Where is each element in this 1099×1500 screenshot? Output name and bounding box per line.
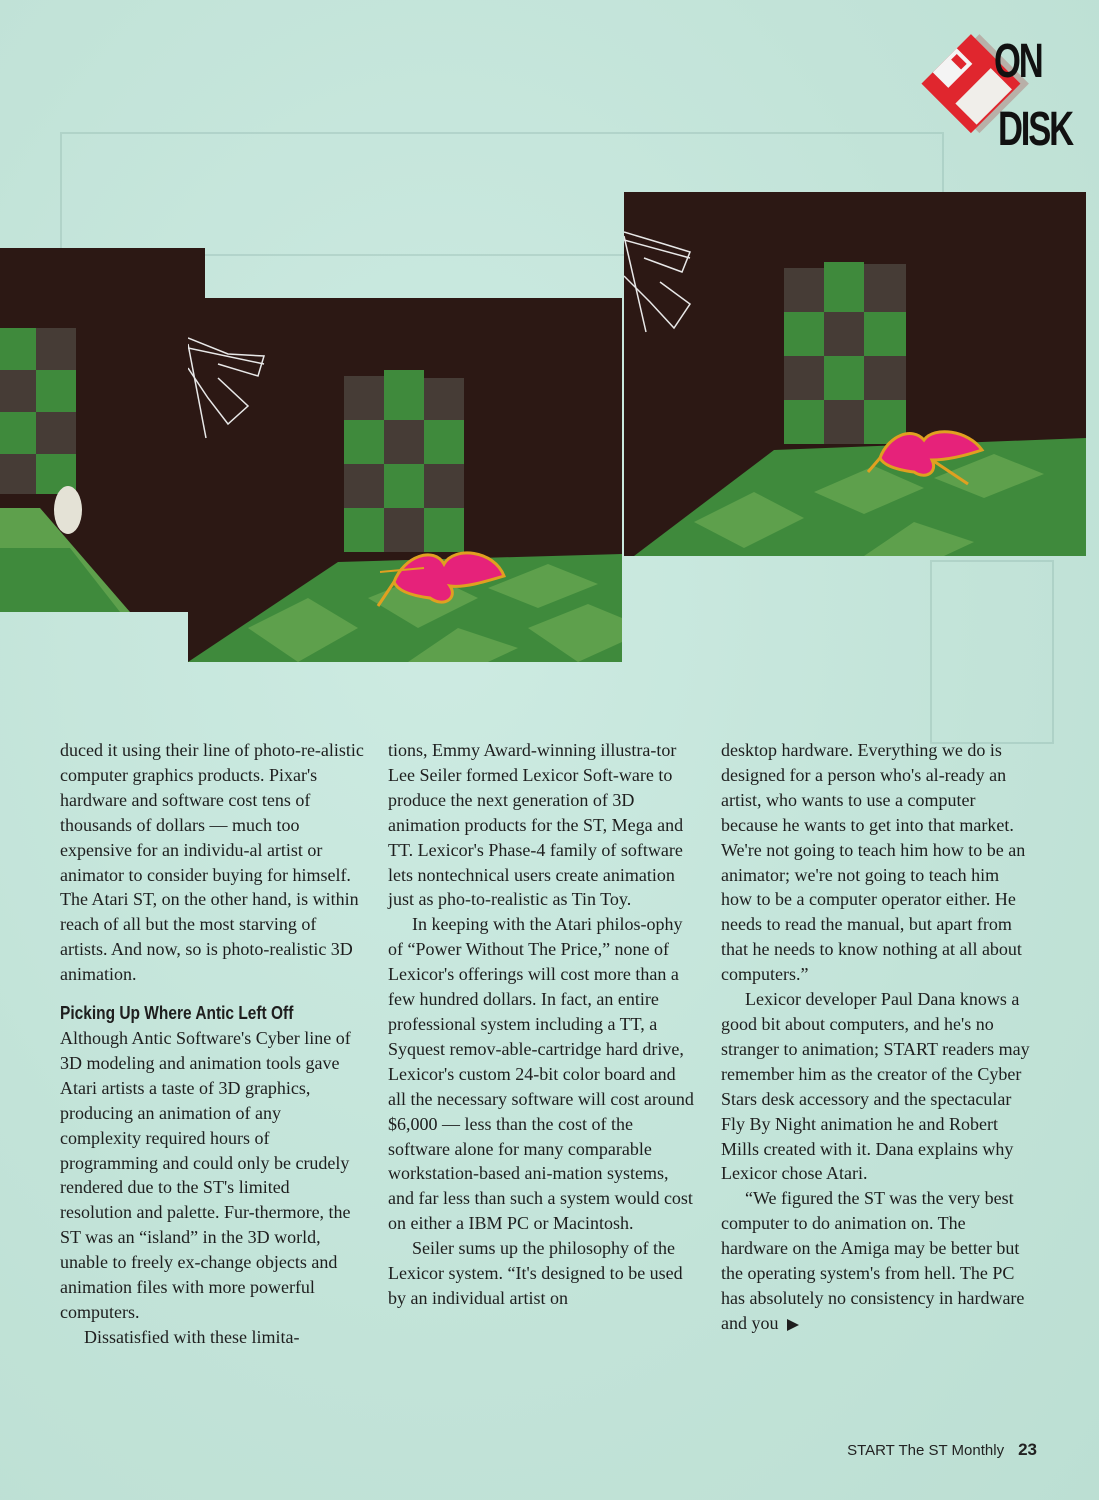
magazine-title: START The ST Monthly [847, 1442, 1005, 1459]
continue-arrow-icon [787, 1319, 799, 1331]
paragraph: desktop hardware. Everything we do is designed for a person who's al-ready an artist, who wants to use a computer because he wants to get into that market. We're not going to teach him how to be an animator; we're not going to teach him how to be a computer operator either. He needs to read the manual, but apart from that he needs to know nothing at all about computers.” [721, 740, 1026, 985]
checker-wall [784, 262, 906, 444]
show-through-box [930, 560, 1054, 744]
paragraph: tions, Emmy Award-winning illustra-tor Lee Seiler formed Lexicor Soft-ware to produce the next generation of 3D animation products for the ST, Mega and TT. Lexicor's Phase-4 family of software lets nontechnical users create animation just as pho-to-realistic as Tin Toy. [388, 740, 684, 910]
checker-wall [344, 370, 464, 552]
article-column-2 [388, 738, 698, 1311]
page-footer [847, 1440, 1037, 1460]
on-text: ON [994, 35, 1042, 88]
paragraph: Seiler sums up the philosophy of the Lexicor system. “It's designed to be used by an individual artist on [388, 1238, 683, 1308]
paragraph: Dissatisfied with these limita- [84, 1326, 300, 1347]
paragraph-text: “We figured the ST was the very best computer to do animation on. The hardware on the Amiga may be better but the operating system's from hell. The PC has absolutely no consistency in hardware and you [721, 1188, 1025, 1333]
paragraph-continued [721, 1186, 1031, 1335]
article-column-3 [721, 738, 1031, 1336]
animation-frame-middle [188, 298, 622, 662]
animation-frame-left [0, 248, 205, 612]
paragraph: Although Antic Software's Cyber line of 3D modeling and animation tools gave Atari artists a taste of 3D graphics, producing an animation of any complexity required hours of programming and could only be crudely rendered due to the ST's limited resolution and palette. Fur-thermore, the ST was an “island” in the 3D world, unable to freely ex-change objects and animation files with more powerful computers. [60, 1027, 351, 1322]
paragraph: Lexicor developer Paul Dana knows a good bit about computers, and he's no stranger to animation; START readers may remember him as the creator of the Cyber Stars desk accessory and the spectacular Fly By Night animation he and Robert Mills created with it. Dana explains why Lexicor chose Atari. [721, 989, 1030, 1184]
disk-text: DISK [998, 103, 1072, 156]
page-number: 23 [1018, 1440, 1037, 1459]
on-disk-badge [918, 18, 1072, 168]
section-heading: Picking Up Where Antic Left Off [60, 1003, 294, 1024]
animation-frame-right [624, 192, 1086, 556]
checker-wall [0, 328, 76, 494]
paragraph: duced it using their line of photo-re-alistic computer graphics products. Pixar's hardware and software cost tens of thousands of dollars — much too expensive for an individu-al artist or animator to consider buying for himself. The Atari ST, on the other hand, is within reach of all but the most starving of artists. And now, so is photo-realistic 3D animation. [60, 740, 364, 985]
article-column-1 [60, 738, 366, 1350]
paragraph: In keeping with the Atari philos-ophy of “Power Without The Price,” none of Lexicor's offerings will cost more than a few hundred dollars. In fact, an entire professional system including a TT, a Syquest remov-able-cartridge hard drive, Lexicor's custom 24-bit color board and all the necessary software will cost around $6,000 — less than the cost of the software alone for many comparable workstation-based ani-mation systems, and far less than such a system would cost on either a IBM PC or Macintosh. [388, 914, 694, 1234]
